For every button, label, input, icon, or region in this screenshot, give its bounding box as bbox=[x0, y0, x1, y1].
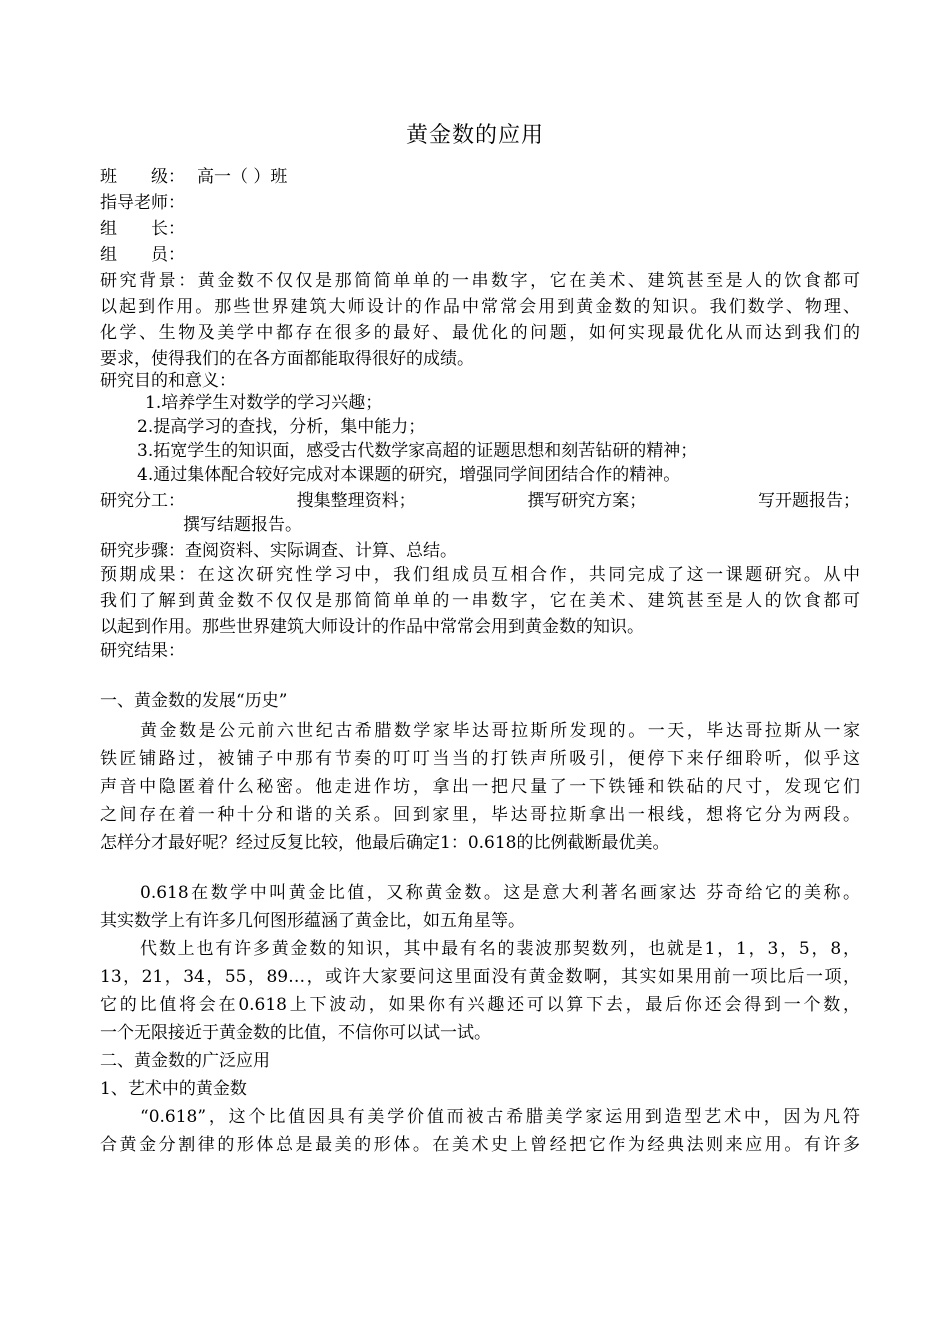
section1-para3-line: 代数上也有许多黄金数的知识，其中最有名的裴波那契数列，也就是1，1，3，5，8， bbox=[140, 939, 860, 959]
division-item: 撰写研究方案； bbox=[527, 491, 647, 511]
background-line: 要求，使得我们的在各方面都能取得很好的成绩。 bbox=[100, 349, 474, 369]
division-label: 研究分工： bbox=[100, 491, 185, 511]
section1-para2-line: 其实数学上有许多几何图形蕴涵了黄金比，如五角星等。 bbox=[100, 911, 525, 931]
purpose-item: 3.拓宽学生的知识面，感受古代数学家高超的证题思想和刻苦钻研的精神； bbox=[137, 441, 698, 461]
section2-subheading: 1、艺术中的黄金数 bbox=[100, 1079, 247, 1099]
section1-para1-line: 怎样分才最好呢？经过反复比较，他最后确定1：0.618的比例截断最优美。 bbox=[100, 833, 670, 853]
section1-para1-line: 声音中隐匿着什么秘密。他走进作坊，拿出一把尺量了一下铁锤和铁砧的尺寸，发现它们 bbox=[100, 777, 860, 797]
background-line: 化学、生物及美学中都存在很多的最好、最优化的问题，如何实现最优化从而达到我们的 bbox=[100, 323, 860, 343]
section1-para3-line: 13，21，34，55，89…，或许大家要问这里面没有黄金数啊，其实如果用前一项比后一项， bbox=[100, 967, 860, 987]
section1-para3-line: 它的比值将会在0.618上下波动，如果你有兴趣还可以算下去，最后你还会得到一个数， bbox=[100, 995, 860, 1015]
section1-para1-line: 铁匠铺路过，被铺子中那有节奏的叮叮当当的打铁声所吸引，便停下来仔细聆听，似乎这 bbox=[100, 749, 860, 769]
section2-para-line: 合黄金分割律的形体总是最美的形体。在美术史上曾经把它作为经典法则来应用。有许多 bbox=[100, 1135, 860, 1155]
section1-para2-line: 0.618在数学中叫黄金比值，又称黄金数。这是意大利著名画家达 芬奇给它的美称。 bbox=[140, 883, 860, 903]
expected-line: 我们了解到黄金数不仅仅是那简简单单的一串数字，它在美术、建筑甚至是人的饮食都可 bbox=[100, 591, 860, 611]
purpose-item: 4.通过集体配合较好完成对本课题的研究，增强同学间团结合作的精神。 bbox=[137, 465, 681, 485]
section2-heading: 二、黄金数的广泛应用 bbox=[100, 1051, 270, 1071]
division-row bbox=[100, 488, 860, 514]
purpose-item: 1.培养学生对数学的学习兴趣； bbox=[145, 393, 383, 413]
section2-para-line: “0.618”，这个比值因具有美学价值而被古希腊美学家运用到造型艺术中，因为凡符 bbox=[140, 1107, 860, 1127]
class-row bbox=[100, 164, 860, 190]
section1-para1-line: 之间存在着一种十分和谐的关系。回到家里，毕达哥拉斯拿出一根线，想将它分为两段。 bbox=[100, 805, 860, 825]
leader-label: 组 长： bbox=[100, 219, 185, 239]
expected-line: 以起到作用。那些世界建筑大师设计的作品中常常会用到黄金数的知识。 bbox=[100, 617, 644, 637]
section1-para3-line: 一个无限接近于黄金数的比值，不信你可以试一试。 bbox=[100, 1023, 491, 1043]
advisor-label: 指导老师： bbox=[100, 193, 185, 213]
result-label: 研究结果： bbox=[100, 641, 185, 661]
section1-heading: 一、黄金数的发展“历史” bbox=[100, 691, 288, 711]
background-line: 以起到作用。那些世界建筑大师设计的作品中常常会用到黄金数的知识。我们数学、物理、 bbox=[100, 297, 860, 317]
division-item: 写开题报告； bbox=[757, 491, 860, 511]
expected-line: 预期成果：在这次研究性学习中，我们组成员互相合作，共同完成了这一课题研究。从中 bbox=[100, 565, 860, 585]
division-item: 搜集整理资料； bbox=[296, 491, 416, 511]
section1-para1-line: 黄金数是公元前六世纪古希腊数学家毕达哥拉斯所发现的。一天，毕达哥拉斯从一家 bbox=[140, 721, 860, 741]
document-title: 黄金数的应用 bbox=[405, 123, 544, 148]
background-line: 研究背景：黄金数不仅仅是那简简单单的一串数字，它在美术、建筑甚至是人的饮食都可 bbox=[100, 271, 860, 291]
members-label: 组 员： bbox=[100, 245, 185, 265]
research-steps: 研究步骤：查阅资料、实际调查、计算、总结。 bbox=[100, 541, 457, 561]
class-label: 班 级： bbox=[100, 167, 185, 187]
purpose-item: 2.提高学习的查找，分析，集中能力； bbox=[137, 417, 426, 437]
purpose-label: 研究目的和意义： bbox=[100, 371, 236, 391]
class-value: 高一（ ）班 bbox=[197, 167, 288, 187]
division-last: 撰写结题报告。 bbox=[183, 515, 302, 535]
